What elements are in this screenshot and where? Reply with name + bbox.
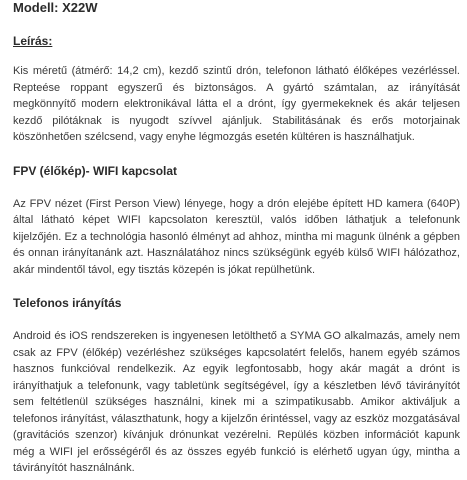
description-heading: Leírás: [13, 34, 53, 48]
phone-control-paragraph: Android és iOS rendszereken is ingyenesen letölthető a SYMA GO alkalmazás, amely nem csak az FPV (élőkép) vezérléshez szükséges kapcsolatért felelős, hanem egyéb számos hasznos funkcióval rendelkezik. Az egyik legfontosabb, hogy akár magát a drónt is irányíthatjuk a telefonunk, vagy tabletünk segítségével, így a készletben lévő távirányítót sem feltétlenül szükséges használni, kinek mi a szimpatikusabb. Amikor aktiváljuk a telefonos irányítást, választhatunk, hogy a kijelzőn érintéssel, vagy az eszköz mozgatásával (gravitációs szenzor) kívánjuk drónunkat vezérelni. Repülés közben információt kapunk még a WIFI jel erősségéről és az összes egyéb funkció is elérhető ugyan úgy, mintha a távirányítót használnánk. [13, 330, 460, 474]
phone-control-heading: Telefonos irányítás [13, 296, 122, 310]
product-description [13, 0, 460, 477]
fpv-paragraph: Az FPV nézet (First Person View) lényege, hogy a drón elejébe épített HD kamera (640P) által látható képet WIFI kapcsolaton keresztül, valós időben láthatjuk a telefonunk kijelzőjén. Ez a technológia hasonló élményt ad ahhoz, mintha mi magunk ülnénk a gépben és onnan irányítanánk azt. Használatához nincs szükségünk egyéb külső WIFI hálózathoz, akár mindentől távol, egy tisztás közepén is jókat repülhetünk. [13, 197, 460, 276]
description-paragraph: Kis méretű (átmérő: 14,2 cm), kezdő szintű drón, telefonon látható élőképes vezérléssel. Repteése roppant egyszerű és biztonságos. A gyártó számtalan, az irányítását megkönnyítő modern elektronikával látta el a drónt, így gyermekeknek és akár teljesen kezdő pilótáknak is nyugodt szívvel ajánljuk. Stabilitásának és erős motorjainak köszönhetően szélcsend, vagy enyhe légmozgás esetén kültéren is használhatjuk. [13, 65, 460, 143]
model-title: Modell: X22W [13, 0, 98, 15]
fpv-heading: FPV (élőkép)- WIFI kapcsolat [13, 163, 178, 178]
